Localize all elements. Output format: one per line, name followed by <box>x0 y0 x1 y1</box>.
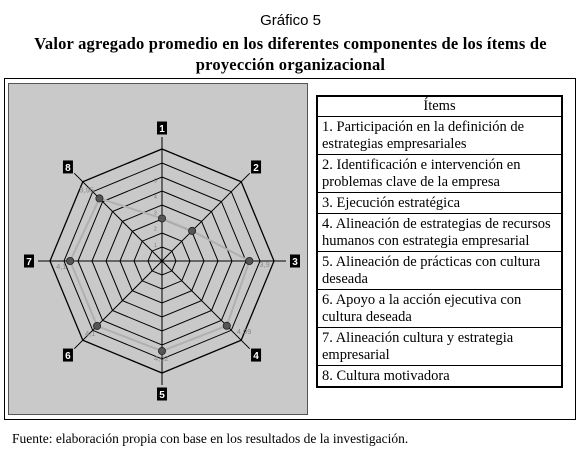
value-label-3: 3,9 <box>259 260 270 269</box>
legend-item-7: 7. Alineación cultura y estrategia empresarial <box>318 328 561 366</box>
legend-item-3: 3. Ejecución estratégica <box>318 193 561 214</box>
source-note: Fuente: elaboración propia con base en los resultados de la investigación. <box>12 431 409 446</box>
scale-tick-2: 2 <box>154 226 157 233</box>
value-label-8: 3,95 <box>79 185 95 195</box>
scale-tick-1: 1 <box>154 242 157 249</box>
value-label-4: 4,09 <box>236 326 252 336</box>
axis-label-3: 3 <box>292 257 298 268</box>
axis-label-8: 8 <box>65 162 71 174</box>
chart-title: Valor agregado promedio en los diferentes componentes de los ítems de proyección organizacional <box>34 34 547 74</box>
legend-item-8: 8. Cultura motivadora <box>322 368 450 384</box>
axis-label-1: 1 <box>159 124 165 135</box>
data-point-4 <box>223 322 230 329</box>
value-label-5: 4,02 <box>154 354 169 364</box>
legend-item-1: 1. Participación en la definición de estrategias empresariales <box>318 117 561 155</box>
legend-table <box>316 95 563 388</box>
data-point-1 <box>158 215 165 222</box>
legend-item-4: 4. Alineación de estrategias de recursos humanos con estrategia empresarial <box>318 214 561 252</box>
axis-label-2: 2 <box>253 162 259 174</box>
axis-label-4: 4 <box>253 351 259 363</box>
radar-chart <box>8 83 308 415</box>
legend-item-5: 5. Alineación de prácticas con cultura deseada <box>318 252 561 290</box>
scale-tick-3: 3 <box>154 210 157 217</box>
data-point-8 <box>96 195 103 202</box>
axis-label-6: 6 <box>65 351 71 363</box>
data-point-2 <box>188 227 195 234</box>
figure-number: Gráfico 5 <box>260 12 321 29</box>
value-label-6: 4,1 <box>85 328 96 338</box>
legend-title: Ítems <box>318 97 561 117</box>
axis-label-7: 7 <box>26 257 32 268</box>
scale-tick-5: 5 <box>154 178 157 185</box>
value-label-7: 4,1 <box>56 262 67 271</box>
axis-label-5: 5 <box>159 390 165 401</box>
legend-item-2: 2. Identificación e intervención en problemas clave de la empresa <box>318 155 561 193</box>
data-point-7 <box>67 257 74 264</box>
spoke-2 <box>162 173 250 261</box>
scale-tick-4: 4 <box>154 194 157 201</box>
data-point-3 <box>246 257 253 264</box>
legend-item-6: 6. Apoyo a la acción ejecutiva con cultura deseada <box>318 290 561 328</box>
